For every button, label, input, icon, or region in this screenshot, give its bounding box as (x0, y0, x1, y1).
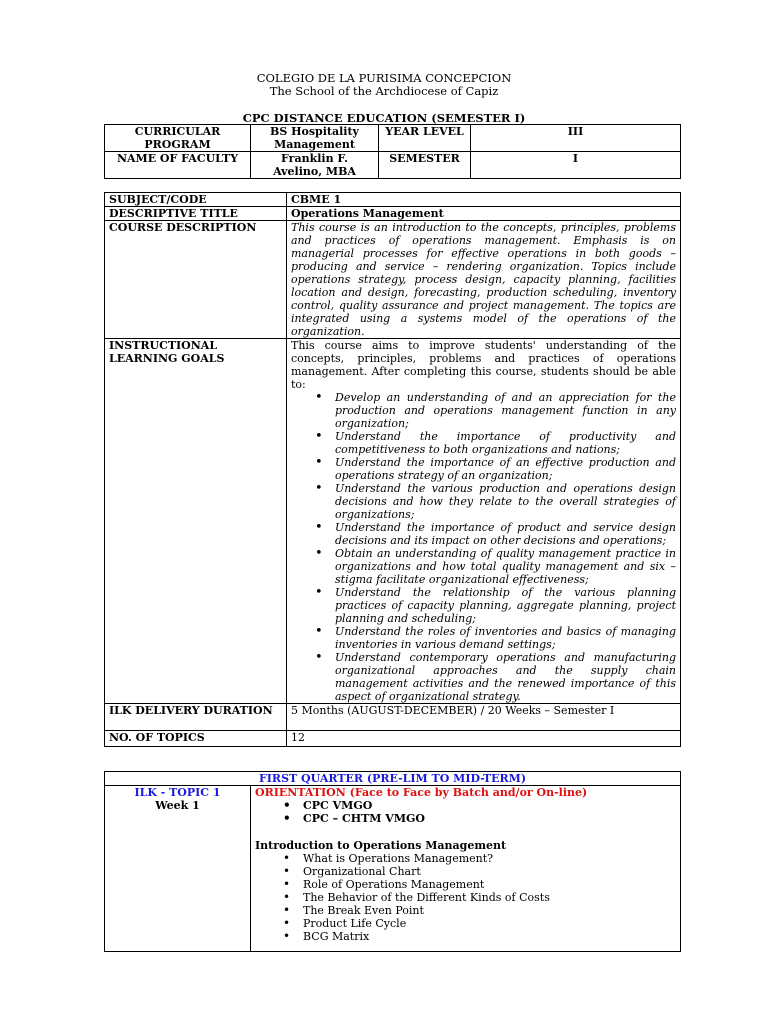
faculty-value: Franklin F. Avelino, MBA (251, 152, 379, 179)
list-item: • Obtain an understanding of quality management practice in organizations and how total quality management and six – stigma facilitate organizational effectiveness; (335, 547, 676, 586)
list-item: • Develop an understanding of and an appreciation for the production and operations management function in any organization; (335, 391, 676, 430)
topic-content-cell (251, 786, 681, 952)
learning-goals-list (291, 391, 676, 703)
topics-count-value: 12 (287, 731, 681, 747)
list-item: • Understand the various production and operations design decisions and how they relate to the overall strategies of organizations; (335, 482, 676, 521)
duration-value: 5 Months (AUGUST-DECEMBER) / 20 Weeks – Semester I (287, 704, 681, 731)
course-table (104, 192, 681, 747)
list-item: • Role of Operations Management (303, 878, 676, 891)
topic-cell (105, 786, 251, 952)
topic-label: ILK - TOPIC 1 (134, 786, 221, 799)
curricular-program-value: BS Hospitality Management (251, 125, 379, 152)
year-level-value: III (471, 125, 681, 152)
semester-value: I (471, 152, 681, 179)
intro-list (255, 852, 676, 943)
list-item: • Understand the importance of productivity and competitiveness to both organizations and nations; (335, 430, 676, 456)
list-item: • CPC VMGO (303, 799, 676, 812)
list-item: • Understand the importance of product and service design decisions and its impact on other decisions and operations; (335, 521, 676, 547)
learning-goals-intro: This course aims to improve students' understanding of the concepts, principles, problems and practices of operations management. After completing this course, students should be able to: (291, 339, 676, 391)
list-item: • Understand the roles of inventories and basics of managing inventories in various demand settings; (335, 625, 676, 651)
school-subtitle: The School of the Archdiocese of Capiz (269, 84, 499, 98)
quarter-title: FIRST QUARTER (PRE-LIM TO MID-TERM) (105, 772, 681, 786)
school-name: COLEGIO DE LA PURISIMA CONCEPCION (256, 71, 512, 85)
year-level-label: YEAR LEVEL (379, 125, 471, 152)
descriptive-title-label: DESCRIPTIVE TITLE (105, 207, 287, 221)
program-title: CPC DISTANCE EDUCATION (SEMESTER I) (242, 111, 526, 125)
list-item: • What is Operations Management? (303, 852, 676, 865)
learning-goals-cell (287, 339, 681, 704)
list-item: • Product Life Cycle (303, 917, 676, 930)
subject-code-label: SUBJECT/CODE (105, 193, 287, 207)
list-item: • Understand the relationship of the various planning practices of capacity planning, aggregate planning, project planning and scheduling; (335, 586, 676, 625)
orientation-list (255, 799, 676, 825)
info-table (104, 124, 681, 179)
list-item: • The Behavior of the Different Kinds of Costs (303, 891, 676, 904)
list-item: • BCG Matrix (303, 930, 676, 943)
topics-count-label: NO. OF TOPICS (105, 731, 287, 747)
quarter-table (104, 771, 681, 952)
curricular-program-label: CURRICULAR PROGRAM (105, 125, 251, 152)
course-description-label: COURSE DESCRIPTION (105, 221, 287, 339)
learning-goals-label: INSTRUCTIONAL LEARNING GOALS (105, 339, 287, 704)
list-item: • Understand the importance of an effective production and operations strategy of an organization; (335, 456, 676, 482)
descriptive-title-value: Operations Management (287, 207, 681, 221)
list-item: • Organizational Chart (303, 865, 676, 878)
semester-label: SEMESTER (379, 152, 471, 179)
subject-code-value: CBME 1 (287, 193, 681, 207)
intro-title: Introduction to Operations Management (255, 839, 507, 852)
list-item: • CPC – CHTM VMGO (303, 812, 676, 825)
list-item: • Understand contemporary operations and manufacturing organizational approaches and the supply chain management activities and the renewed importance of this aspect of organizational strategy. (335, 651, 676, 703)
week-label: Week 1 (155, 799, 200, 812)
list-item: • The Break Even Point (303, 904, 676, 917)
course-description-value: This course is an introduction to the concepts, principles, problems and practices of operations management. Emphasis is on managerial processes for effective operations in both goods – producing and service – rendering organization. Topics include operations strategy, process design, capacity planning, facilities location and design, forecasting, production scheduling, inventory control, quality assurance and project management. The topics are integrated using a systems model of the operations of the organization. (287, 221, 681, 339)
orientation-title: ORIENTATION (Face to Face by Batch and/or On-line) (255, 786, 588, 799)
duration-label: ILK DELIVERY DURATION (105, 704, 287, 731)
faculty-label: NAME OF FACULTY (105, 152, 251, 179)
